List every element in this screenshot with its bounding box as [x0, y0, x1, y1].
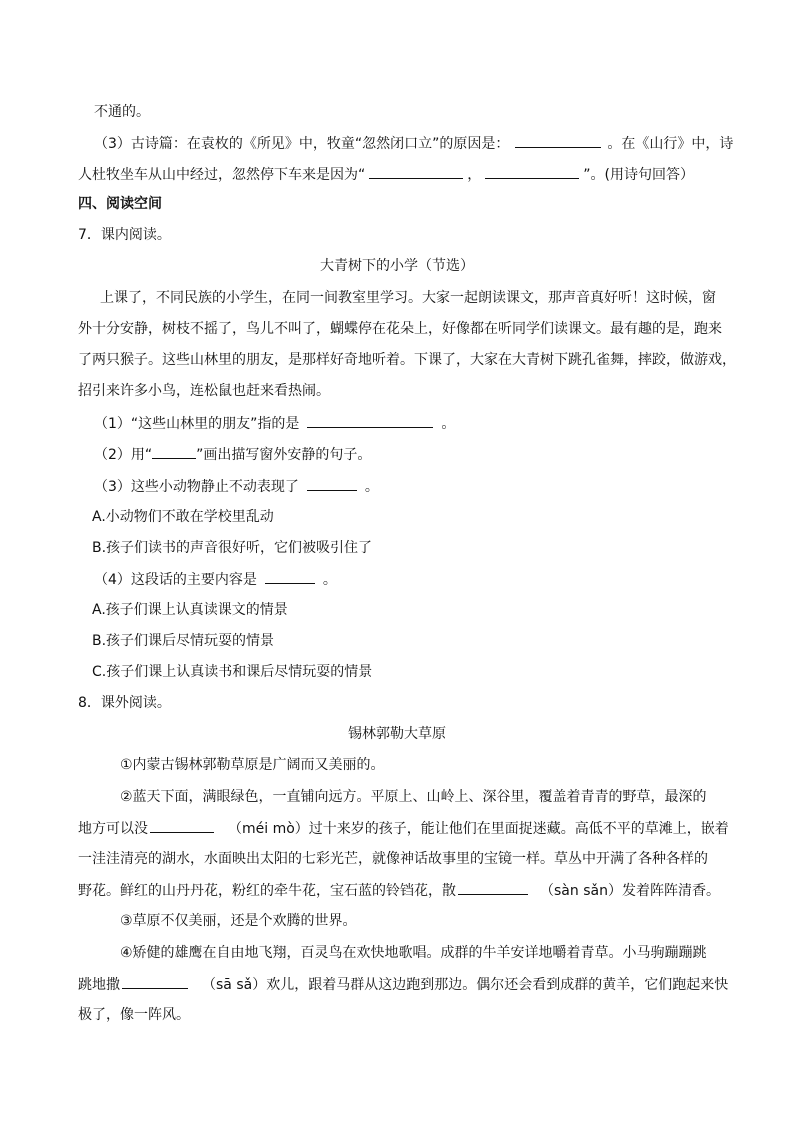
section-heading: 四、阅读空间 — [78, 196, 162, 212]
q6-3-text-a: （3）古诗篇：在袁枚的《所见》中，牧童“忽然闭口立”的原因是： — [94, 136, 510, 152]
period: 。 — [364, 479, 379, 495]
passage-text: 地方可以没 — [78, 821, 148, 837]
question-8-label: 8．课外阅读。 — [78, 695, 171, 711]
option-a[interactable]: A.孩子们课上认真读课文的情景 — [92, 602, 288, 618]
passage-line: ②蓝天下面，满眼绿色，一直铺向远方。平原上、山岭上、深谷里，覆盖着青青的野草，最深的 — [120, 789, 707, 805]
answer-blank[interactable] — [307, 413, 433, 428]
sub-question-3 — [94, 476, 379, 497]
sub-question-text: （1）“这些山林里的朋友”指的是 — [94, 416, 300, 432]
sub-question-2 — [94, 444, 371, 465]
passage-line: 一洼洼清亮的湖水，水面映出太阳的七彩光芒，就像神话故事里的宝镜一样。草丛中开满了各种各样的 — [78, 851, 708, 867]
answer-blank[interactable] — [485, 164, 579, 179]
passage-text: 跳地撒 — [78, 977, 120, 993]
passage-text: 野花。鲜红的山丹丹花，粉红的牵牛花，宝石蓝的铃铛花，散 — [78, 883, 456, 899]
passage-line — [78, 974, 728, 995]
sub-question-text: （4）这段话的主要内容是 — [94, 572, 257, 588]
q6-3-text-d: ”。(用诗句回答） — [583, 167, 694, 183]
option-b[interactable]: B.孩子们读书的声音很好听，它们被吸引住了 — [92, 540, 373, 556]
period: 。 — [441, 416, 456, 432]
passage-title: 锡林郭勒大草原 — [348, 726, 446, 742]
passage-line: ①内蒙古锡林郭勒草原是广阔而又美丽的。 — [120, 757, 385, 773]
sub-question-4 — [94, 569, 337, 590]
passage-line: 上课了，不同民族的小学生，在同一间教室里学习。大家一起朗读课文，那声音真好听！这时候，窗 — [100, 290, 716, 306]
answer-blank[interactable] — [150, 818, 214, 833]
q6-3-comma: ， — [467, 167, 482, 183]
passage-line: ③草原不仅美丽，还是个欢腾的世界。 — [120, 913, 357, 929]
q6-3-line2 — [78, 164, 694, 185]
answer-blank[interactable] — [307, 476, 357, 491]
passage-text: （sàn sǎn）发着阵阵清香。 — [540, 883, 720, 899]
underline-sample — [152, 444, 196, 459]
option-b[interactable]: B.孩子们课后尽情玩耍的情景 — [92, 633, 275, 649]
question-7-label: 7．课内阅读。 — [78, 227, 171, 243]
answer-blank[interactable] — [515, 133, 601, 148]
period: 。 — [322, 572, 337, 588]
q6-tail-line: 不通的。 — [94, 104, 150, 120]
passage-line: 外十分安静，树枝不摇了，鸟儿不叫了，蝴蝶停在花朵上，好像都在听同学们读课文。最有趣的是，跑来 — [78, 321, 722, 337]
passage-line: 招引来许多小鸟，连松鼠也赶来看热闹。 — [78, 383, 330, 399]
passage-text: （sā sǎ）欢儿，跟着马群从这边跑到那边。偶尔还会看到成群的黄羊，它们跑起来快 — [202, 977, 729, 993]
sub-question-text: （3）这些小动物静止不动表现了 — [94, 479, 299, 495]
passage-line: ④矫健的雄鹰在自由地飞翔，百灵鸟在欢快地歌唱。成群的牛羊安详地嚼着青草。小马驹蹦蹦跳 — [120, 945, 707, 961]
sub-question-text: ”画出描写窗外安静的句子。 — [196, 447, 372, 463]
answer-blank[interactable] — [265, 569, 315, 584]
q6-3-text-c: 人杜牧坐车从山中经过，忽然停下车来是因为“ — [78, 167, 366, 183]
answer-blank[interactable] — [122, 974, 188, 989]
passage-line: 了两只猴子。这些山林里的朋友，是那样好奇地听着。下课了，大家在大青树下跳孔雀舞，摔跤，做游戏， — [78, 352, 736, 368]
passage-line — [78, 880, 720, 901]
q6-3-line1 — [94, 133, 733, 154]
answer-blank[interactable] — [369, 164, 463, 179]
sub-question-1 — [94, 413, 455, 434]
answer-blank[interactable] — [458, 880, 528, 895]
passage-line: 极了，像一阵风。 — [78, 1007, 190, 1023]
option-a[interactable]: A.小动物们不敢在学校里乱动 — [92, 509, 274, 525]
sub-question-text: （2）用“ — [94, 447, 153, 463]
passage-title: 大青树下的小学（节选） — [320, 258, 474, 274]
option-c[interactable]: C.孩子们课上认真读书和课后尽情玩耍的情景 — [92, 664, 373, 680]
passage-text: （méi mò）过十来岁的孩子，能让他们在里面捉迷藏。高低不平的草滩上，嵌着 — [228, 821, 729, 837]
q6-3-text-b: 。在《山行》中，诗 — [607, 136, 734, 152]
passage-line — [78, 818, 729, 839]
